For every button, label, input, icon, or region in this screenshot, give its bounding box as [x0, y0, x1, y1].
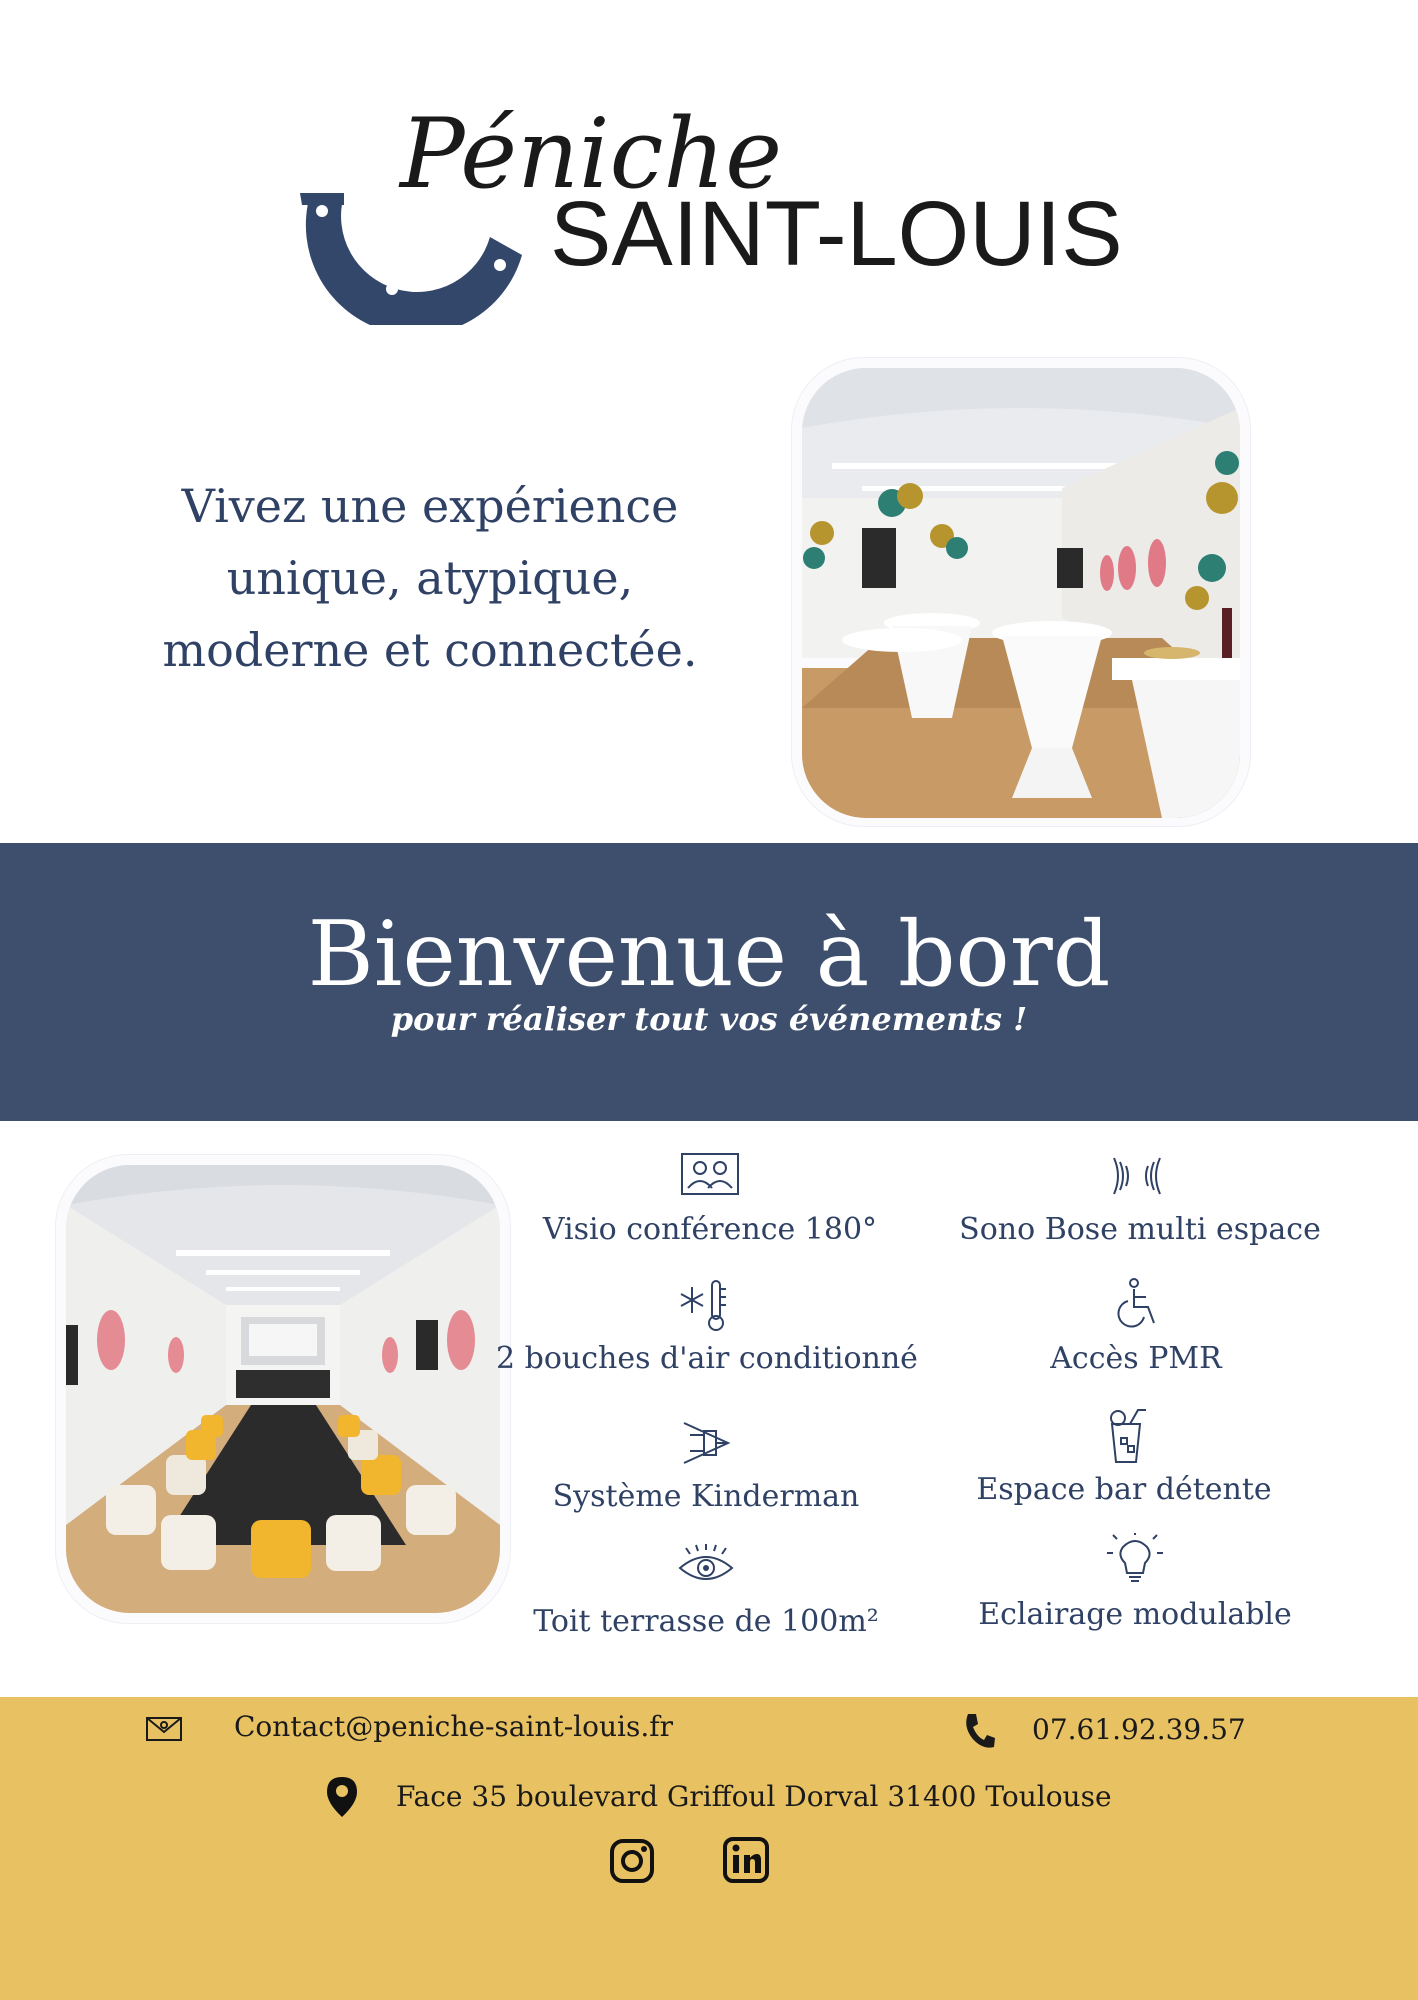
feature-air-conditioning — [496, 1277, 916, 1376]
light-bulb-icon — [1103, 1533, 1167, 1589]
phone-icon — [962, 1712, 996, 1750]
feature-label: Eclairage modulable — [978, 1597, 1292, 1632]
feature-bar-area — [914, 1408, 1334, 1507]
meeting-room-photo — [56, 1155, 510, 1623]
contact-email-link[interactable]: Contact@peniche-saint-louis.fr — [234, 1710, 674, 1743]
contact-phone-link[interactable]: 07.61.92.39.57 — [1032, 1713, 1246, 1746]
logo-name-text: SAINT-LOUIS — [550, 183, 1120, 285]
intro-text — [140, 470, 720, 686]
video-conference-icon — [678, 1148, 742, 1204]
cocktail-glass-icon — [1092, 1408, 1156, 1464]
feature-sound-system — [930, 1148, 1350, 1247]
feature-label: Système Kinderman — [552, 1479, 860, 1514]
contact-address: Face 35 boulevard Griffoul Dorval 31400 Toulouse — [396, 1780, 1112, 1813]
feature-label: Accès PMR — [1050, 1341, 1222, 1376]
intro-line-2: unique, atypique, — [226, 551, 634, 605]
feature-label: Sono Bose multi espace — [959, 1212, 1321, 1247]
eye-icon — [674, 1540, 738, 1596]
feature-label: Toit terrasse de 100m² — [533, 1604, 879, 1639]
feature-pmr-access — [926, 1277, 1346, 1376]
feature-video-conference — [500, 1148, 920, 1247]
feature-label: 2 bouches d'air conditionné — [496, 1341, 918, 1376]
feature-label: Visio conférence 180° — [542, 1212, 878, 1247]
envelope-icon — [145, 1714, 183, 1742]
linkedin-link[interactable] — [723, 1837, 769, 1887]
logo-script-text: Péniche — [400, 98, 783, 210]
location-pin-icon — [325, 1775, 359, 1819]
sound-waves-icon — [1108, 1148, 1172, 1204]
instagram-icon — [608, 1837, 656, 1885]
intro-line-3: moderne et connectée. — [162, 623, 698, 677]
snowflake-thermometer-icon — [674, 1277, 738, 1333]
wheelchair-icon — [1104, 1277, 1168, 1333]
feature-lighting — [925, 1533, 1345, 1632]
banner-title: Bienvenue à bord — [307, 902, 1111, 1007]
intro-line-1: Vivez une expérience — [181, 479, 679, 533]
feature-label: Espace bar détente — [976, 1472, 1272, 1507]
instagram-link[interactable] — [608, 1837, 656, 1889]
logo — [300, 55, 1120, 325]
porthole-icon — [306, 195, 522, 325]
banner-subtitle: pour réaliser tout vos événements ! — [390, 1000, 1028, 1038]
plug-icon — [674, 1415, 738, 1471]
feature-rooftop-terrace — [496, 1540, 916, 1639]
feature-kinderman-system — [496, 1415, 916, 1514]
linkedin-icon — [723, 1837, 769, 1883]
party-photo — [792, 358, 1250, 826]
